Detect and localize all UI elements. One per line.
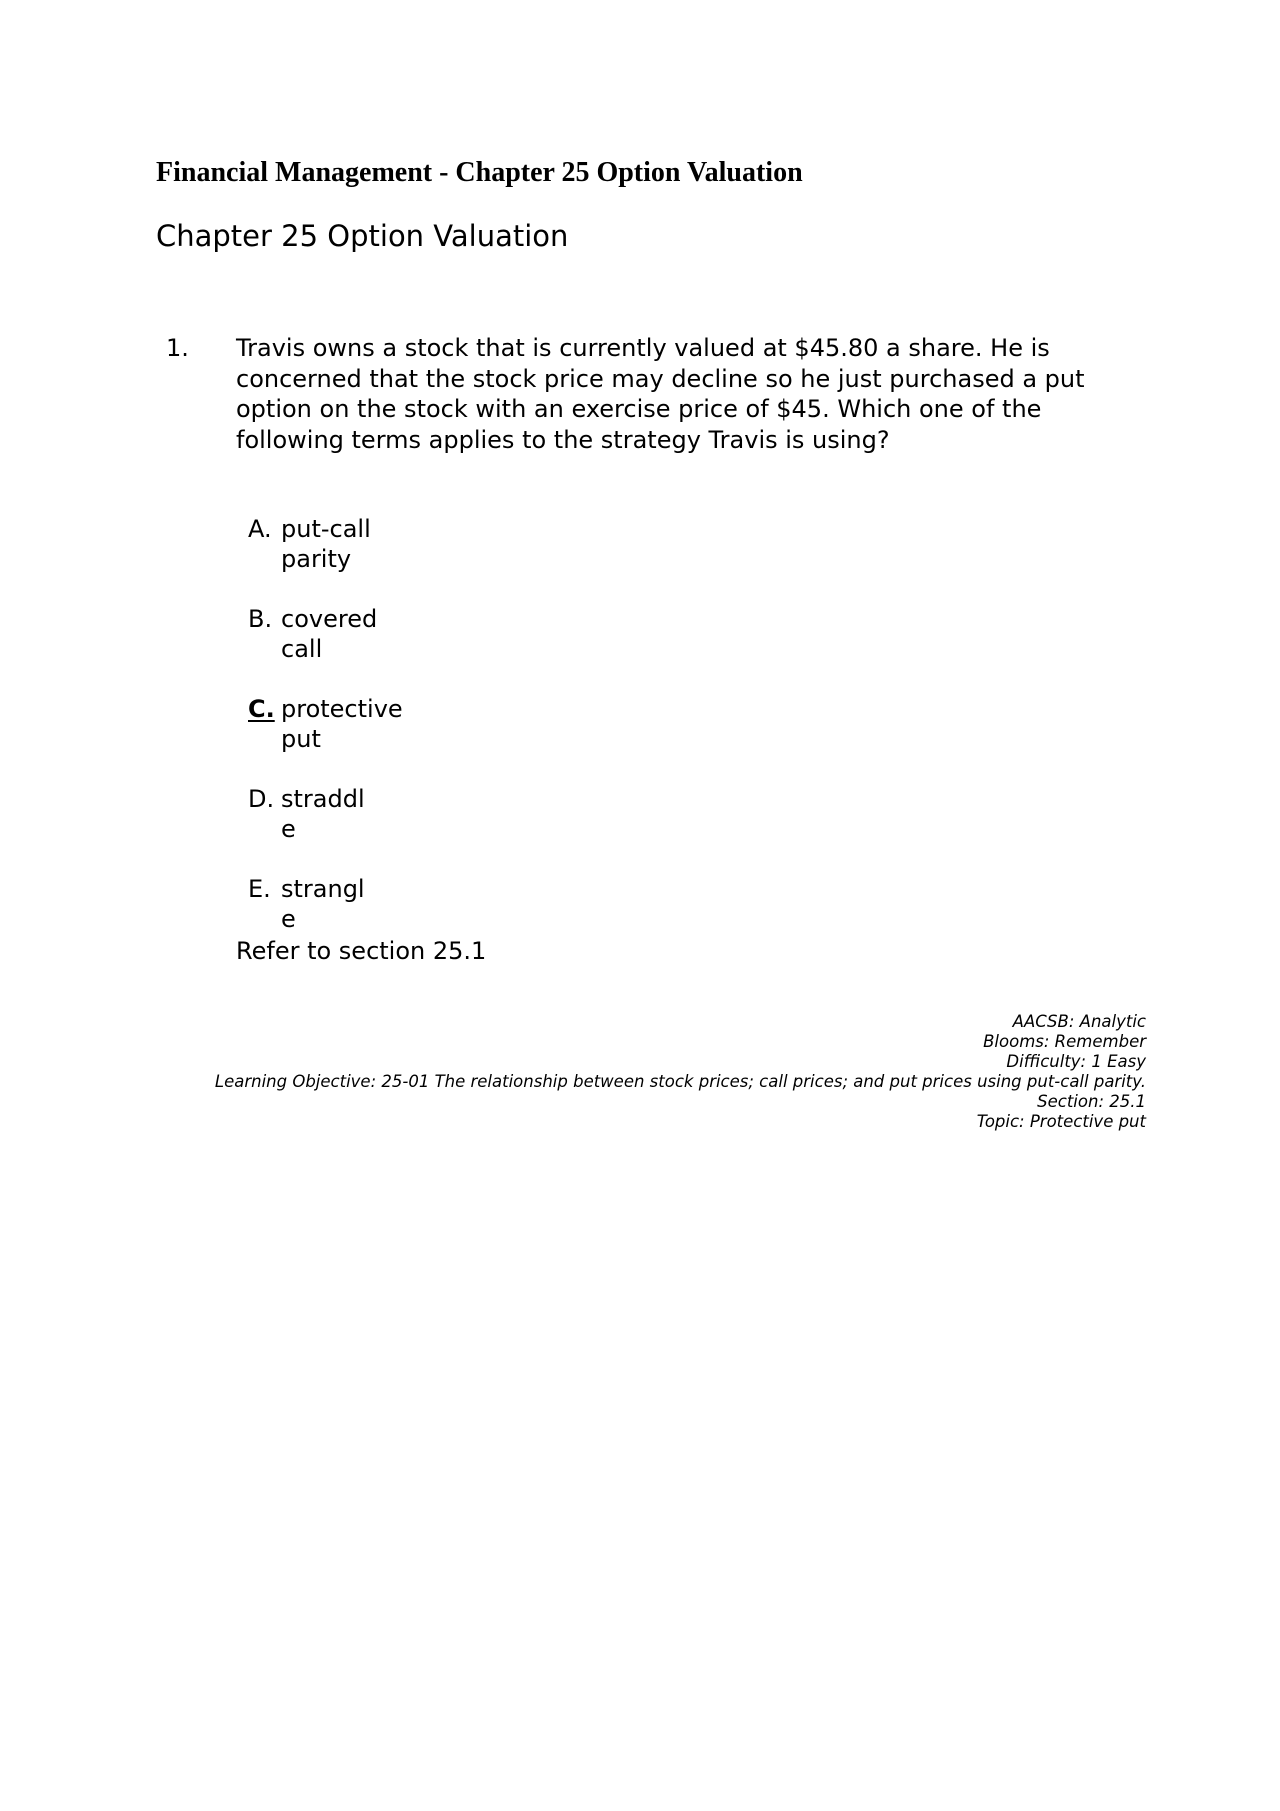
choice-text: straddle <box>281 785 365 843</box>
question-number: 1. <box>166 334 189 362</box>
document-header: Financial Management - Chapter 25 Option Valuation <box>156 157 803 188</box>
choice-text: put-call parity <box>281 515 371 573</box>
question-text: Travis owns a stock that is currently valued at $45.80 a share. He is concerned that the stock price may decline so he just purchased a put option on the stock with an exercise price of $45. Which one of the following terms applies to the strategy Travis is using? <box>236 334 1085 454</box>
choice-letter: A. <box>248 515 272 543</box>
blooms-tag: Blooms: Remember <box>983 1032 1146 1051</box>
choice-letter: E. <box>248 875 271 903</box>
question-metadata <box>215 1012 1146 1132</box>
choice-text: covered call <box>281 605 378 663</box>
choice-letter: D. <box>248 785 275 813</box>
section-reference: Refer to section 25.1 <box>236 937 487 965</box>
choice-text: strangle <box>281 875 365 933</box>
choice-text: protective put <box>281 695 403 753</box>
choice-letter-correct: C. <box>248 695 275 723</box>
chapter-title: Chapter 25 Option Valuation <box>156 219 569 253</box>
aacsb-tag: AACSB: Analytic <box>1012 1012 1146 1031</box>
choice-letter: B. <box>248 605 273 633</box>
learning-objective-tag: Learning Objective: 25-01 The relationship between stock prices; call prices; and put prices using put-call parity. <box>214 1072 1146 1091</box>
topic-tag: Topic: Protective put <box>976 1112 1146 1131</box>
difficulty-tag: Difficulty: 1 Easy <box>1006 1052 1146 1071</box>
section-tag: Section: 25.1 <box>1037 1092 1146 1111</box>
